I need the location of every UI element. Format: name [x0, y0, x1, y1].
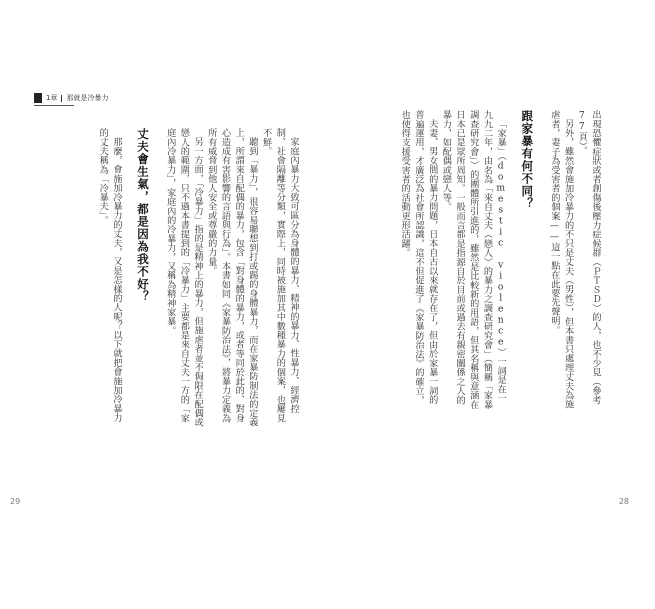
paragraph: 出現恐懼症狀或者創傷後壓力症候群（ＰＴＳＤ）的人，也不少見（參考77頁）。: [576, 110, 601, 405]
chapter-title: 那就是冷暴力: [66, 94, 109, 102]
running-header: [34, 93, 108, 103]
paragraph: 夫妻、男女間的暴力問題，日本自古以來就存在了，但由於家暴一詞的普遍運用，才廣泛為社會所認識，這不但促進了《家暴防治法》的確立，也使得支援受害者的活動更形活躍。: [399, 110, 438, 405]
paragraph: 另外，雖然會施加冷暴力的不只是丈夫（男性），但本書只處理丈夫為施虐者，妻子為受害者的個案——這一點在此要先聲明。: [548, 110, 574, 409]
chapter-marker: [34, 93, 42, 103]
left-page-text: [25, 128, 300, 428]
page-number-left: 29: [10, 497, 21, 506]
paragraph: 家庭內暴力大致可區分為身體的暴力、精神的暴力、性暴力、經濟控制、社會隔離等分類，實際上，同時被施加其中數種暴力的個案，也屢見不鮮。: [260, 128, 299, 423]
section-heading: 跟家暴有何不同？: [520, 110, 535, 210]
right-page-text: [347, 110, 602, 410]
paragraph: 聽到「暴力」，很容易聯想到打或踢的身體暴力，而在家暴防制法的定義上，所謂來自配偶的暴力，包含「對身體的暴力，或者等同於此的、對身心造成有害影響的言語與行為」。本書如同《家暴防治法》，將暴力定義為所有威脅到他人安全或尊嚴的力量。: [205, 128, 258, 427]
paragraph: 另一方面，「冷暴力」指的是精神上的暴力，但施虐者並不侷限在配偶或戀人的範圍，只不過本書提到的「冷暴力」主要都是來自丈夫一方的「家庭內冷暴力」，家庭內的冷暴力，又稱為精神家暴。: [164, 128, 204, 427]
paragraph: 「家暴」（domestic violence）一詞是在一九九二年，由名為「來自丈夫（戀人）的暴力之調查研究會」（簡稱「家暴調查研究會」）的團體所引進的，雖然是比較新的用語，但其名稱與意涵在日本已是眾所周知。一般而言都是指源自於目前或過去有親密關係之人的暴力，如配偶或戀人等。: [440, 110, 507, 409]
chapter-label: 1章: [46, 94, 58, 102]
header-separator: [61, 95, 62, 102]
paragraph: 那麼，會施加冷暴力的丈夫，又是怎樣的人呢？以下就把會施加冷暴力的丈夫稱為「冷暴夫」。: [97, 128, 122, 423]
header-rule: [34, 105, 74, 106]
page-number-right: 28: [618, 497, 629, 506]
section-heading: 丈夫會生氣，都是因為我不好？: [135, 128, 150, 303]
